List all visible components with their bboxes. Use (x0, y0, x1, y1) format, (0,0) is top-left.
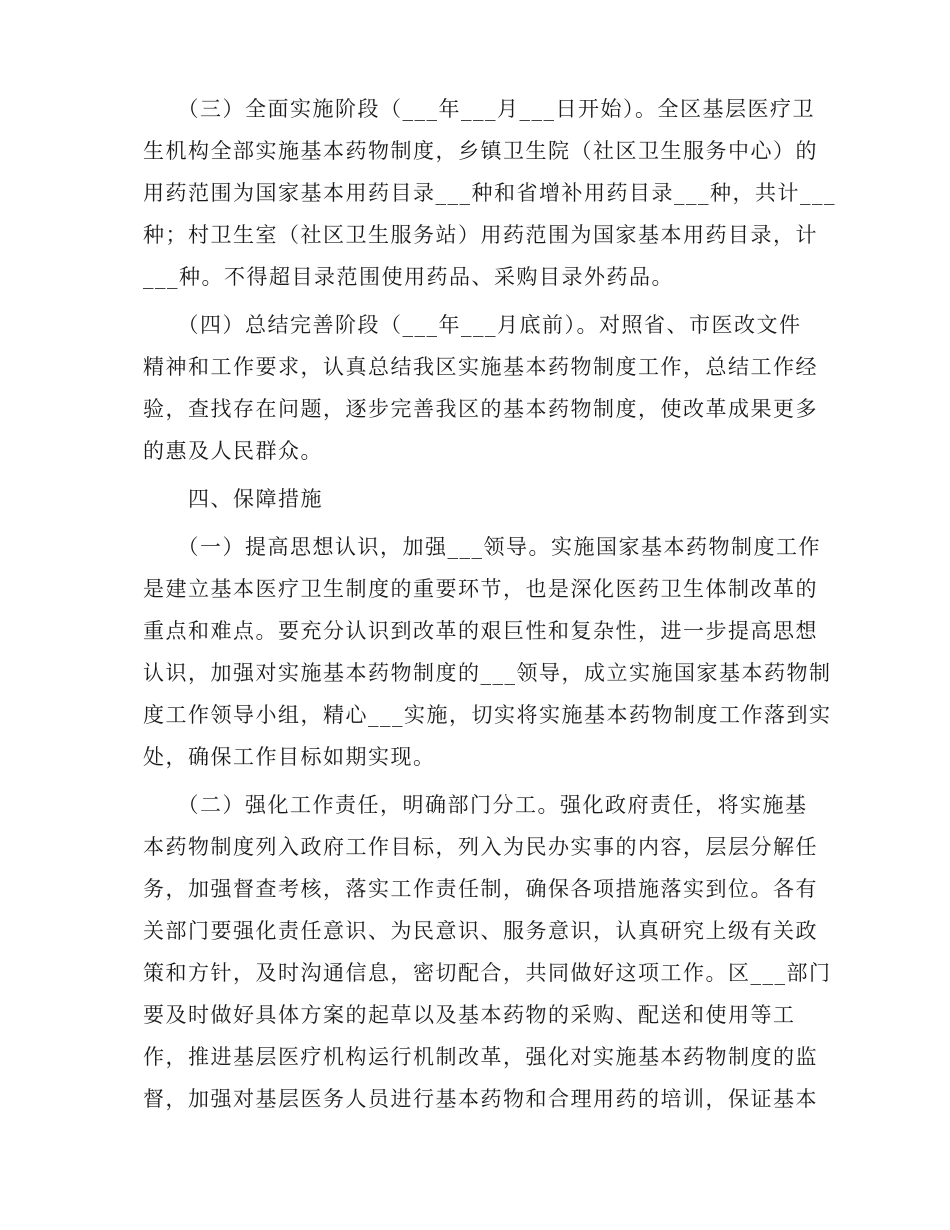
text-line: 生机构全部实施基本药物制度，乡镇卫生院（社区卫生服务中心）的 (143, 139, 818, 163)
text-line: 的惠及人民群众。 (143, 439, 323, 463)
text-line: ___种。不得超目录范围使用药品、采购目录外药品。 (143, 265, 674, 289)
text-line: 用药范围为国家基本用药目录___种和省增补用药目录___种，共计___ (143, 181, 836, 205)
text-line: 处，确保工作目标如期实现。 (143, 745, 436, 769)
text-line: 关部门要强化责任意识、为民意识、服务意识，认真研究上级有关政 (143, 919, 818, 943)
section-heading: 四、保障措施 (143, 487, 323, 511)
text-line: 作，推进基层医疗机构运行机制改革，强化对实施基本药物制度的监 (143, 1045, 818, 1069)
text-line: （二）强化工作责任，明确部门分工。强化政府责任，将实施基 (143, 793, 808, 817)
paragraph-measure-one (143, 526, 832, 778)
text-line: 精神和工作要求，认真总结我区实施基本药物制度工作，总结工作经 (143, 355, 818, 379)
document-body (143, 88, 836, 1120)
text-line: 本药物制度列入政府工作目标，列入为民办实事的内容，层层分解任 (143, 835, 818, 859)
section-heading-measures (143, 478, 823, 520)
text-line: 要及时做好具体方案的起草以及基本药物的采购、配送和使用等工 (143, 1003, 796, 1027)
text-line: 认识，加强对实施基本药物制度的___领导，成立实施国家基本药物制 (143, 661, 832, 685)
text-line: 验，查找存在问题，逐步完善我区的基本药物制度，使改革成果更多 (143, 397, 818, 421)
text-line: （四）总结完善阶段（___年___月底前）。对照省、市医改文件 (143, 313, 802, 337)
paragraph-stage-three (143, 88, 836, 298)
text-line: 重点和难点。要充分认识到改革的艰巨性和复杂性，进一步提高思想 (143, 619, 818, 643)
text-line: 度工作领导小组，精心___实施，切实将实施基本药物制度工作落到实 (143, 703, 832, 727)
text-line: 督，加强对基层医务人员进行基本药物和合理用药的培训，保证基本 (143, 1087, 818, 1111)
text-line: 种；村卫生室（社区卫生服务站）用药范围为国家基本用药目录，计 (143, 223, 818, 247)
paragraph-stage-four (143, 304, 823, 472)
text-line: 是建立基本医疗卫生制度的重要环节，也是深化医药卫生体制改革的 (143, 577, 818, 601)
text-line: （一）提高思想认识，加强___领导。实施国家基本药物制度工作 (143, 535, 821, 559)
paragraph-measure-two (143, 784, 832, 1120)
text-line: 策和方针，及时沟通信息，密切配合，共同做好这项工作。区___部门 (143, 961, 832, 985)
text-line: 务，加强督查考核，落实工作责任制，确保各项措施落实到位。各有 (143, 877, 818, 901)
text-line: （三）全面实施阶段（___年___月___日开始）。全区基层医疗卫 (143, 97, 815, 121)
